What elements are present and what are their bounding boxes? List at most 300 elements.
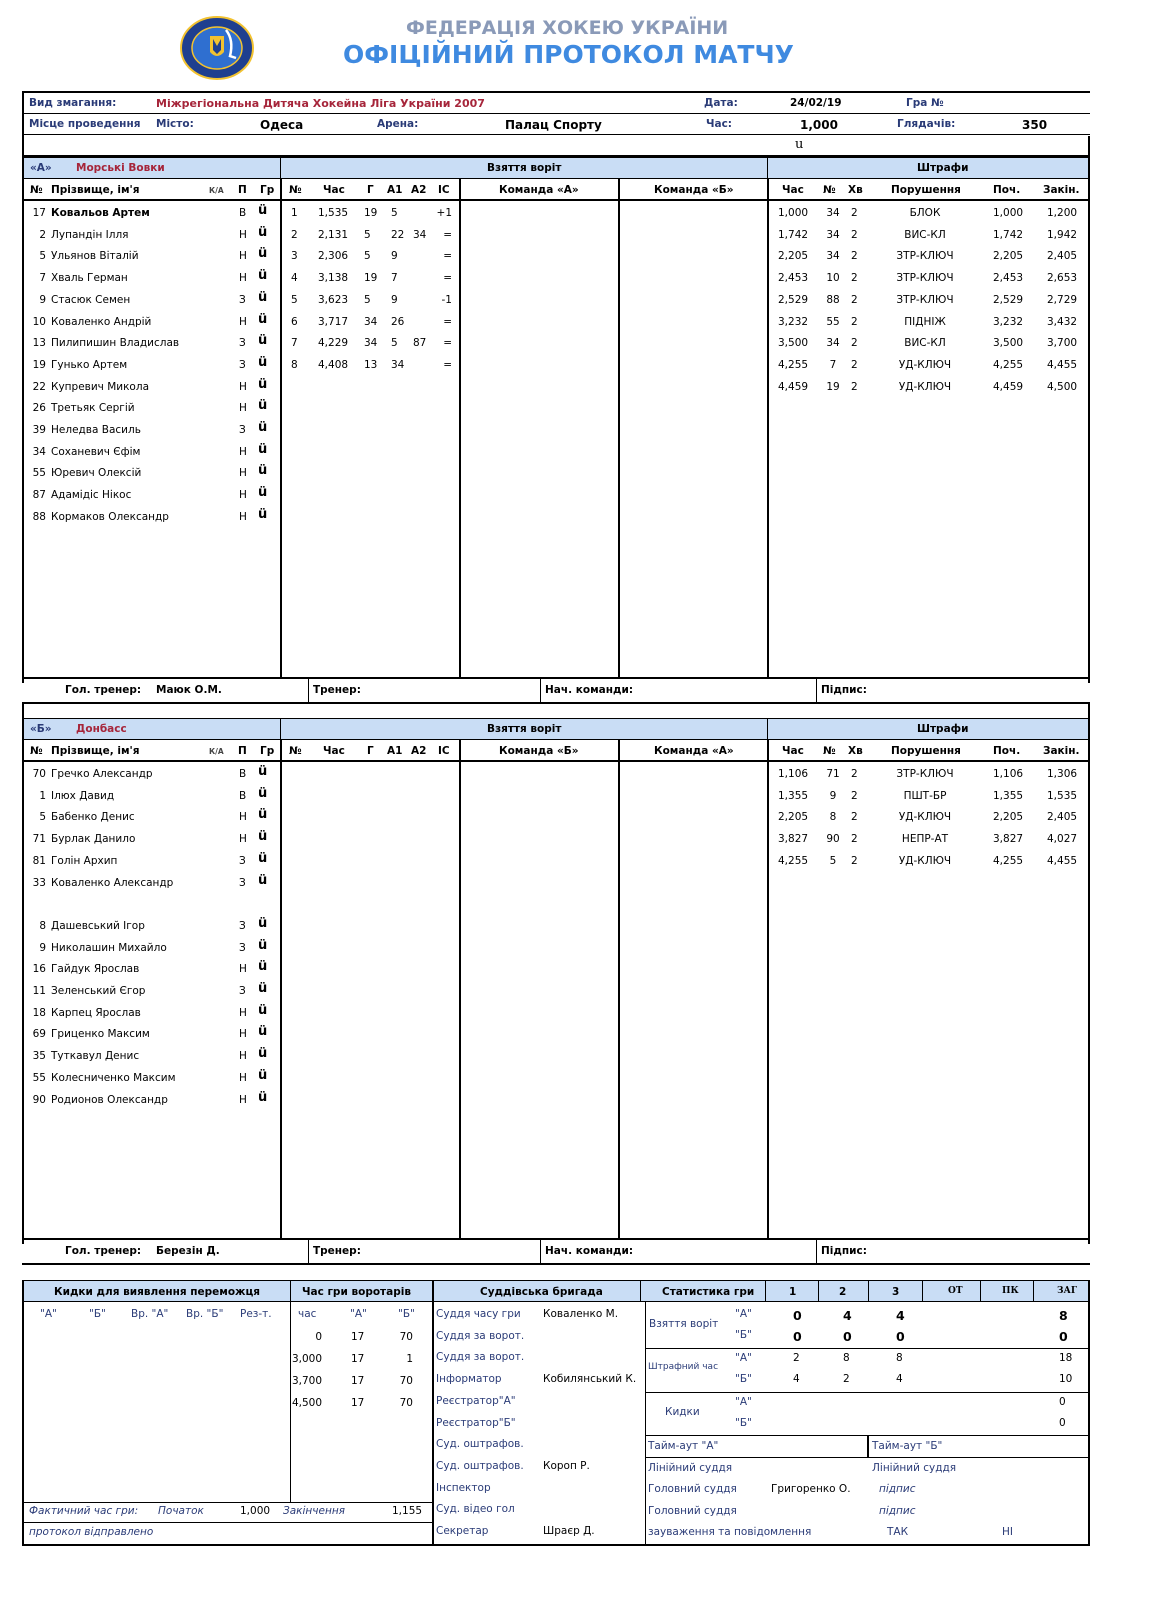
team-a-penalty-minutes: 2 xyxy=(851,272,858,285)
team-b-col-gr: Гр xyxy=(260,745,275,757)
stat-value: 0 xyxy=(1059,1417,1066,1429)
stat-team: "Б" xyxy=(735,1417,752,1429)
team-a-player-row xyxy=(22,354,280,377)
team-b-player-position: Н xyxy=(239,1006,247,1019)
team-a-goal-assist1: 26 xyxy=(391,315,405,328)
timeout-b-label: Тайм-аут "Б" xyxy=(872,1440,943,1452)
team-b-penalty-time: 3,827 xyxy=(778,833,809,846)
stat-value: 0 xyxy=(793,1329,802,1344)
team-a-penalty-start: 4,459 xyxy=(993,380,1024,393)
team-a-col-gr: Гр xyxy=(260,184,275,196)
team-a-goal-row xyxy=(280,248,460,268)
team-b-player-number: 5 xyxy=(39,811,46,824)
team-b-player-position: З xyxy=(239,985,246,997)
stat-group-label: Взяття воріт xyxy=(649,1318,719,1330)
stat-col-0: 1 xyxy=(789,1286,797,1298)
team-a-penalty-end: 4,500 xyxy=(1047,380,1078,393)
team-a-player-name: Стасюк Семен xyxy=(51,293,131,306)
goalie-b: 70 xyxy=(399,1331,413,1343)
team-b-penalty-start: 2,205 xyxy=(993,811,1024,824)
team-b-coach-label: Гол. тренер: xyxy=(65,1245,142,1257)
team-a-goal-plusminus: = xyxy=(443,228,452,241)
team-a-goal-assist1: 9 xyxy=(391,293,398,306)
team-a-penalty-row xyxy=(767,292,1088,312)
team-a-goal-assist1: 34 xyxy=(391,358,405,371)
team-b-player-check: ü xyxy=(258,872,268,888)
team-b-player-position: Н xyxy=(239,1028,247,1041)
team-b-penalty-infraction: УД-КЛЮЧ xyxy=(898,854,952,867)
team-a-goal-row xyxy=(280,335,460,355)
end-value: 1,155 xyxy=(392,1505,423,1517)
team-b-player-name: Гречко Александр xyxy=(51,768,153,780)
team-a-player-position: Н xyxy=(239,315,247,328)
team-b-player-position: Н xyxy=(239,1050,247,1063)
team-a-goal-number: 6 xyxy=(291,315,298,328)
team-a-player-check: ü xyxy=(258,485,268,501)
team-b-col-p-num: № xyxy=(823,745,836,757)
team-a-goal-number: 5 xyxy=(291,293,298,306)
team-b-player-name: Родионов Олександр xyxy=(51,1093,168,1106)
team-b-player-row xyxy=(22,850,280,873)
team-a-penalty-time: 3,232 xyxy=(778,315,809,328)
stat-value: 2 xyxy=(843,1373,850,1385)
team-a-penalty-row xyxy=(767,205,1088,225)
team-a-penalty-minutes: 2 xyxy=(851,250,858,263)
city-label: Місто: xyxy=(156,118,194,130)
team-a-col-p-end: Закін. xyxy=(1043,184,1080,196)
team-b-col-g-time: Час xyxy=(323,745,345,757)
goalie-time: 3,700 xyxy=(291,1375,322,1387)
team-a-penalty-start: 3,500 xyxy=(993,337,1024,350)
team-a-goal-row xyxy=(280,314,460,334)
team-b-player-number: 70 xyxy=(32,768,46,780)
team-b-player-number: 33 xyxy=(32,876,46,889)
team-b-penalty-player: 90 xyxy=(826,833,840,846)
team-b-team-code: «Б» xyxy=(30,723,52,735)
shootout-col-1: "Б" xyxy=(89,1308,106,1320)
team-a-penalty-row xyxy=(767,357,1088,377)
team-b-player-name: Ілюх Давид xyxy=(51,789,115,802)
team-b-penalty-player: 5 xyxy=(829,854,837,867)
team-b-trainer-label: Тренер: xyxy=(313,1245,361,1257)
team-a-player-row xyxy=(22,441,280,464)
goalie-col-0: час xyxy=(298,1308,317,1320)
time-value: 1,000 xyxy=(800,118,838,132)
stat-team: "Б" xyxy=(735,1329,752,1341)
team-a-player-name: Кормаков Олександр xyxy=(51,510,169,523)
competition-label: Вид змагання: xyxy=(29,97,117,109)
team-a-player-row xyxy=(22,289,280,312)
team-b-player-check: ü xyxy=(258,764,268,779)
stat-value: 10 xyxy=(1059,1373,1073,1385)
referee-name: Шраєр Д. xyxy=(543,1525,595,1537)
team-a-col-p-inf: Порушення xyxy=(891,184,961,196)
stat-value: 0 xyxy=(793,1308,802,1323)
team-a-penalty-end: 3,700 xyxy=(1047,337,1078,350)
team-a-penalty-player: 19 xyxy=(826,380,840,393)
team-b-player-check: ü xyxy=(258,829,268,845)
team-b-penalty-start: 3,827 xyxy=(993,833,1024,846)
team-a-player-row xyxy=(22,376,280,399)
team-a-player-check: ü xyxy=(258,376,268,392)
team-b-player-number: 90 xyxy=(32,1093,46,1106)
team-b-player-check: ü xyxy=(258,1024,268,1040)
team-a-player-check: ü xyxy=(258,354,268,370)
team-b-col-g-ic: ІС xyxy=(438,745,450,757)
main-referee-2-sign: підпис xyxy=(879,1505,916,1517)
team-b-player-number: 9 xyxy=(39,941,46,954)
team-a-penalty-infraction: УД-КЛЮЧ xyxy=(898,358,952,371)
team-b-player-position: Н xyxy=(239,1071,247,1084)
team-a-penalty-start: 2,205 xyxy=(993,250,1024,263)
team-a-penalty-time: 4,459 xyxy=(778,380,809,393)
competition-value: Міжрегіональна Дитяча Хокейна Ліга України 2007 xyxy=(156,97,485,110)
team-a-goal-number: 7 xyxy=(291,337,298,350)
team-a-player-row xyxy=(22,506,280,529)
goalie-time: 0 xyxy=(315,1331,322,1343)
team-a-goal-number: 1 xyxy=(291,207,298,219)
shootout-col-4: Рез-т. xyxy=(240,1308,272,1320)
team-b-player-check: ü xyxy=(258,1046,268,1062)
team-b-col-name: Прізвище, ім'я xyxy=(51,745,140,757)
team-b-penalty-player: 9 xyxy=(829,789,837,802)
page-title: ОФІЦІЙНИЙ ПРОТОКОЛ МАТЧУ xyxy=(343,40,794,69)
team-a-penalty-minutes: 2 xyxy=(851,337,858,350)
team-b-player-name: Гриценко Максим xyxy=(51,1028,150,1041)
team-a-player-name: Юревич Олексій xyxy=(51,467,142,480)
team-a-penalty-time: 1,742 xyxy=(778,228,809,241)
team-a-penalty-minutes: 2 xyxy=(851,228,858,241)
team-a-player-name: Лупандін Ілля xyxy=(51,228,129,241)
team-a-goal-scorer: 34 xyxy=(364,337,378,350)
stat-value: 0 xyxy=(1059,1396,1066,1408)
referee-role: Суддя часу гри xyxy=(436,1308,521,1320)
team-b-player-position: З xyxy=(239,854,246,867)
team-b-player-number: 1 xyxy=(39,789,46,802)
team-a-penalty-minutes: 2 xyxy=(851,358,858,371)
team-b-section xyxy=(0,718,1149,1266)
team-a-player-name: Адамідіс Нікос xyxy=(51,489,132,502)
team-a-player-row xyxy=(22,205,280,225)
team-a-penalty-row xyxy=(767,314,1088,334)
team-a-goal-number: 8 xyxy=(291,358,298,371)
team-a-player-position: Н xyxy=(239,380,247,393)
team-a-goal-plusminus: -1 xyxy=(441,293,452,306)
stat-value: 18 xyxy=(1059,1352,1073,1364)
team-a-col-g-g: Г xyxy=(367,184,374,196)
team-a-penalty-minutes: 2 xyxy=(851,380,858,393)
team-b-penalty-end: 1,535 xyxy=(1047,789,1078,802)
team-a-player-row xyxy=(22,248,280,268)
timeout-a-label: Тайм-аут "А" xyxy=(648,1440,719,1452)
team-b-col-g-a1: А1 xyxy=(387,745,403,757)
team-b-penalty-time: 1,106 xyxy=(778,768,809,780)
team-b-penalty-row xyxy=(767,831,1088,851)
team-b-player-position: З xyxy=(239,919,246,932)
team-a-penalty-player: 10 xyxy=(826,272,840,285)
team-a-section xyxy=(0,157,1149,705)
team-b-player-name: Бурлак Данило xyxy=(51,833,136,846)
team-a-player-check: ü xyxy=(258,268,268,284)
team-a-player-name: Гунько Артем xyxy=(51,358,128,371)
logo-emblem-icon xyxy=(180,16,254,80)
stat-value: 4 xyxy=(793,1373,800,1385)
team-a-penalty-minutes: 2 xyxy=(851,207,858,219)
team-a-player-name: Хваль Герман xyxy=(51,272,128,285)
team-b-player-number: 16 xyxy=(32,963,46,976)
stat-group-label: Штрафний час xyxy=(648,1362,719,1372)
shootout-col-3: Вр. "Б" xyxy=(186,1308,224,1320)
team-a-player-row xyxy=(22,311,280,334)
stat-value: 0 xyxy=(843,1329,852,1344)
team-b-penalties-header: Штрафи xyxy=(917,723,969,735)
team-a-col-teamA: Команда «А» xyxy=(499,184,579,196)
team-a-player-check: ü xyxy=(258,398,268,414)
team-a-player-number: 9 xyxy=(39,293,46,306)
team-a-penalty-time: 2,529 xyxy=(778,293,809,306)
shootout-header: Кидки для виявлення переможця xyxy=(54,1286,261,1298)
team-b-chief-label: Нач. команди: xyxy=(545,1245,634,1257)
team-a-player-check: ü xyxy=(258,441,268,457)
team-a-team-code: «А» xyxy=(30,162,52,174)
team-a-penalty-end: 3,432 xyxy=(1047,315,1078,328)
referee-role: Секретар xyxy=(436,1525,489,1537)
team-b-penalty-player: 8 xyxy=(829,811,837,824)
remarks-label: зауваження та повідомлення xyxy=(648,1526,812,1538)
team-a-player-check: ü xyxy=(258,289,268,305)
team-a-penalty-end: 2,405 xyxy=(1047,250,1078,263)
team-b-penalty-end: 4,027 xyxy=(1047,833,1078,846)
team-a-penalty-player: 34 xyxy=(826,228,840,241)
goalie-b: 70 xyxy=(399,1375,413,1387)
team-a-col-p: П xyxy=(238,184,247,196)
referee-role: Суддя за ворот. xyxy=(436,1351,525,1364)
team-b-penalty-minutes: 2 xyxy=(851,789,858,802)
team-a-goal-time: 1,535 xyxy=(318,207,349,219)
stat-value: 8 xyxy=(1059,1308,1068,1323)
team-a-goal-number: 4 xyxy=(291,272,298,285)
team-a-player-position: З xyxy=(239,293,246,306)
team-b-col-num: № xyxy=(30,745,43,757)
referee-role: Суд. оштрафов. xyxy=(436,1459,524,1472)
team-b-goals-header: Взяття воріт xyxy=(487,723,562,735)
team-b-player-name: Голін Архип xyxy=(51,854,118,867)
team-a-player-number: 39 xyxy=(32,424,46,436)
team-a-player-row xyxy=(22,270,280,290)
time-label: Час: xyxy=(706,118,732,130)
team-a-penalty-infraction: ЗТР-КЛЮЧ xyxy=(896,272,954,285)
team-b-penalty-row xyxy=(767,766,1088,786)
stat-team: "Б" xyxy=(735,1373,752,1385)
shootout-col-0: "А" xyxy=(40,1308,57,1320)
team-b-player-name: Зеленський Єгор xyxy=(51,985,146,997)
team-a-penalty-start: 2,529 xyxy=(993,293,1024,306)
team-b-player-number: 55 xyxy=(32,1071,46,1084)
team-b-player-check: ü xyxy=(258,915,268,931)
team-a-penalty-player: 88 xyxy=(826,293,840,306)
team-b-player-check: ü xyxy=(258,785,268,801)
game-number-label: Гра № xyxy=(906,97,944,109)
team-a-goal-plusminus: = xyxy=(443,250,452,263)
team-a-col-g-a2: А2 xyxy=(411,184,427,196)
start-value: 1,000 xyxy=(240,1505,271,1517)
team-b-player-number: 71 xyxy=(32,833,46,846)
team-b-player-position: В xyxy=(239,789,247,802)
team-a-goal-time: 2,131 xyxy=(318,228,349,241)
team-a-col-g-a1: А1 xyxy=(387,184,403,196)
team-a-penalty-row xyxy=(767,379,1088,399)
referee-role: Суд. відео гол xyxy=(436,1503,515,1516)
team-a-player-position: Н xyxy=(239,402,247,415)
team-a-goal-time: 3,138 xyxy=(318,272,349,285)
team-b-col-p-inf: Порушення xyxy=(891,745,961,757)
team-a-coach-label: Гол. тренер: xyxy=(65,684,142,696)
team-a-player-number: 5 xyxy=(39,250,46,263)
team-b-col-p: П xyxy=(238,745,247,757)
team-a-player-number: 13 xyxy=(32,337,46,350)
team-a-player-position: Н xyxy=(239,489,247,502)
team-a-goal-scorer: 13 xyxy=(364,358,378,371)
team-a-player-number: 26 xyxy=(32,402,46,415)
stat-value: 2 xyxy=(793,1352,800,1364)
main-referee-1-sign: підпис xyxy=(879,1483,916,1495)
team-a-penalty-time: 2,205 xyxy=(778,250,809,263)
referee-name: Кобилянський К. xyxy=(543,1373,637,1386)
actual-time-label: Фактичний час гри: xyxy=(29,1505,139,1517)
team-a-goal-time: 4,229 xyxy=(318,337,349,350)
team-a-goal-plusminus: = xyxy=(443,337,452,350)
referee-name: Короп Р. xyxy=(543,1459,590,1472)
team-a-penalty-row xyxy=(767,227,1088,247)
team-a-penalty-infraction: ВИС-КЛ xyxy=(904,337,946,350)
goalie-time: 4,500 xyxy=(291,1397,322,1409)
team-b-player-row xyxy=(22,831,280,851)
team-a-penalty-infraction: ЗТР-КЛЮЧ xyxy=(896,250,954,263)
team-b-player-row xyxy=(22,785,280,808)
team-b-player-row xyxy=(22,1089,280,1112)
team-a-penalty-end: 2,729 xyxy=(1047,293,1078,306)
team-a-penalty-time: 2,453 xyxy=(778,272,809,285)
city-value: Одеса xyxy=(260,118,304,132)
team-b-player-number: 8 xyxy=(39,919,46,932)
team-a-goals-header: Взяття воріт xyxy=(487,162,562,174)
team-b-coach-value: Березін Д. xyxy=(156,1245,220,1257)
team-a-goal-number: 3 xyxy=(291,250,298,263)
team-b-player-name: Туткавул Денис xyxy=(51,1050,140,1063)
team-a-player-position: Н xyxy=(239,467,247,480)
team-a-player-number: 10 xyxy=(32,315,46,328)
team-b-penalty-minutes: 2 xyxy=(851,854,858,867)
team-a-player-name: Купревич Микола xyxy=(51,380,150,393)
team-b-player-number: 81 xyxy=(32,854,46,867)
stat-col-1: 2 xyxy=(839,1286,847,1298)
line-referee-2-label: Лінійний суддя xyxy=(872,1462,957,1474)
stat-value: 0 xyxy=(896,1329,905,1344)
team-a-player-check: ü xyxy=(258,463,268,479)
referee-header: Суддівська бригада xyxy=(480,1286,603,1298)
team-b-player-position: З xyxy=(239,941,246,954)
team-b-player-row xyxy=(22,961,280,981)
line-referee-1-label: Лінійний суддя xyxy=(648,1462,733,1474)
team-b-penalty-end: 4,455 xyxy=(1047,854,1078,867)
main-referee-1-label: Головний суддя xyxy=(648,1483,737,1495)
team-a-penalty-row xyxy=(767,270,1088,290)
arena-value: Палац Спорту xyxy=(505,118,602,132)
goalie-a: 17 xyxy=(351,1397,365,1409)
team-a-penalty-time: 3,500 xyxy=(778,337,809,350)
team-a-coach-value: Маюк О.М. xyxy=(156,684,222,696)
team-a-goal-number: 2 xyxy=(291,228,298,241)
team-a-player-position: З xyxy=(239,424,246,436)
team-b-player-row xyxy=(22,937,280,960)
stat-col-2: 3 xyxy=(892,1286,900,1298)
team-b-penalty-start: 1,106 xyxy=(993,768,1024,780)
team-a-penalty-infraction: ПІДНІЖ xyxy=(904,315,946,328)
team-b-player-name: Коваленко Александр xyxy=(51,876,174,889)
team-b-player-name: Колесниченко Максим xyxy=(51,1071,176,1084)
stats-header: Статистика гри xyxy=(662,1286,755,1298)
team-a-player-check: ü xyxy=(258,224,268,240)
shootout-col-2: Вр. "А" xyxy=(131,1308,169,1320)
team-b-player-position: В xyxy=(239,768,247,780)
team-a-col-p-num: № xyxy=(823,184,836,196)
team-b-penalty-time: 4,255 xyxy=(778,854,809,867)
team-a-penalty-infraction: ВИС-КЛ xyxy=(904,228,946,241)
referee-role: Суд. оштрафов. xyxy=(436,1438,524,1451)
team-a-goal-assist1: 5 xyxy=(391,207,398,219)
team-a-col-g-time: Час xyxy=(323,184,345,196)
referee-role: Інспектор xyxy=(436,1481,491,1494)
team-a-player-number: 87 xyxy=(32,489,46,502)
team-a-penalty-player: 34 xyxy=(826,207,840,219)
info-mark: u xyxy=(795,137,804,152)
team-a-goal-row xyxy=(280,205,460,225)
team-a-goal-plusminus: = xyxy=(443,272,452,285)
team-b-player-row xyxy=(22,915,280,938)
team-a-goal-time: 2,306 xyxy=(318,250,349,263)
team-b-penalty-infraction: ПШТ-БР xyxy=(903,789,947,802)
team-a-goal-plusminus: = xyxy=(443,358,452,371)
end-label: Закінчення xyxy=(283,1505,346,1517)
team-a-player-number: 17 xyxy=(32,207,46,219)
team-a-penalty-end: 1,200 xyxy=(1047,207,1078,219)
team-b-penalty-time: 1,355 xyxy=(778,789,809,802)
team-a-player-position: В xyxy=(239,207,247,219)
team-a-player-row xyxy=(22,422,280,442)
team-a-goal-time: 4,408 xyxy=(318,358,349,371)
team-a-goal-assist2: 34 xyxy=(413,228,427,241)
team-a-goal-plusminus: +1 xyxy=(436,207,452,219)
team-a-player-position: Н xyxy=(239,445,247,458)
team-b-penalty-minutes: 2 xyxy=(851,811,858,824)
team-a-goal-row xyxy=(280,292,460,312)
start-label: Початок xyxy=(158,1505,204,1517)
arena-label: Арена: xyxy=(377,118,419,130)
goalie-a: 17 xyxy=(351,1331,365,1343)
team-a-player-row xyxy=(22,335,280,355)
stat-value: 8 xyxy=(896,1352,903,1364)
team-b-player-name: Дашевський Ігор xyxy=(51,919,145,932)
team-a-goal-assist1: 22 xyxy=(391,228,405,241)
team-b-player-position: Н xyxy=(239,811,247,824)
team-a-penalty-player: 55 xyxy=(826,315,840,328)
remarks-no: НІ xyxy=(1002,1526,1013,1538)
team-b-col-g-a2: А2 xyxy=(411,745,427,757)
team-a-player-check: ü xyxy=(258,506,268,522)
team-a-goal-row xyxy=(280,357,460,377)
team-a-goal-row xyxy=(280,270,460,290)
team-b-penalty-start: 1,355 xyxy=(993,789,1024,802)
